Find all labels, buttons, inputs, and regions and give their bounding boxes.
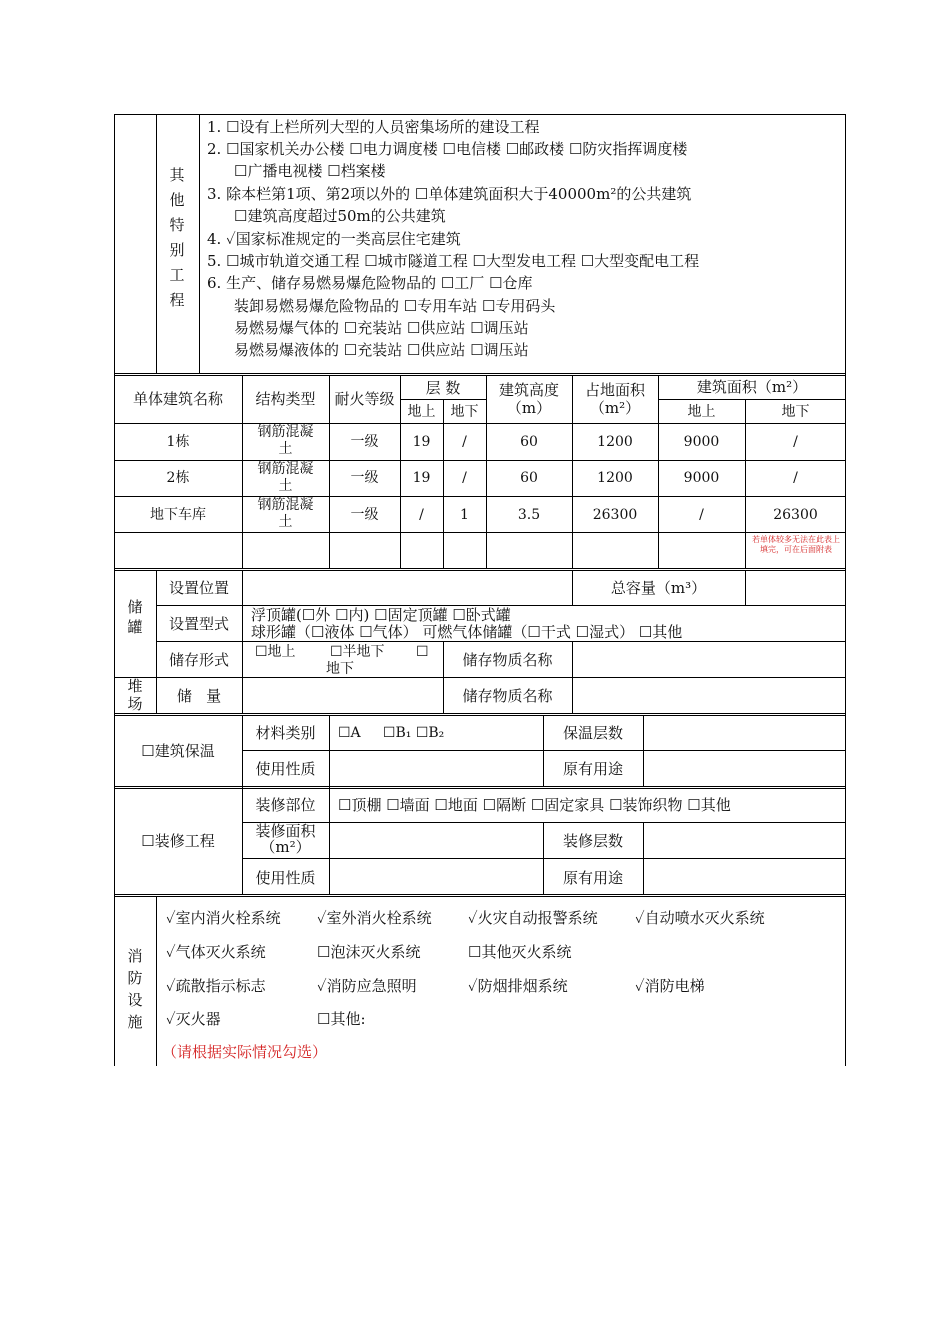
- row3-footprint: 26300: [592, 507, 638, 523]
- special-line-6b: 装卸易燃易爆危险物品的 ☐专用车站 ☐专用码头: [234, 297, 556, 315]
- tank-form-below: 地下: [326, 661, 354, 677]
- row3-structure: 钢筋混凝 土: [257, 497, 314, 530]
- row1-area-above: 9000: [683, 434, 720, 450]
- facility-sprinkler: ✓自动喷水灭火系统: [635, 909, 765, 927]
- facility-gas: ✓气体灭火系统: [166, 943, 266, 961]
- row2-footprint: 1200: [597, 470, 633, 486]
- row3-area-below: 26300: [773, 507, 818, 523]
- special-line-2: 2. ☐国家机关办公楼 ☐电力调度楼 ☐电信楼 ☐邮政楼 ☐防灾指挥调度楼: [207, 140, 688, 158]
- row2-above: 19: [412, 470, 431, 486]
- row3-below: 1: [460, 507, 469, 523]
- row1-height: 60: [520, 434, 538, 450]
- header-area-below: 地下: [781, 404, 810, 420]
- special-line-4: 4. ✓国家标准规定的一类高层住宅建筑: [207, 230, 461, 248]
- row3-area-above: /: [699, 507, 704, 523]
- insulation-layers-label: 保温层数: [562, 724, 623, 742]
- decoration-part-label: 装修部位: [255, 796, 316, 814]
- facility-evac-sign: ✓疏散指示标志: [166, 977, 266, 995]
- tank-type-label: 设置型式: [168, 615, 229, 633]
- header-area-above: 地上: [687, 404, 716, 420]
- facility-smoke-control: ✓防烟排烟系统: [468, 977, 568, 995]
- row2-structure: 钢筋混凝 土: [257, 461, 314, 494]
- facility-other: ☐其他:: [317, 1010, 366, 1028]
- facility-extinguisher: ✓灭火器: [166, 1010, 221, 1028]
- row1-below: /: [462, 434, 467, 450]
- tank-label: 储 罐: [127, 598, 143, 636]
- header-floors: 层 数: [425, 379, 461, 397]
- tank-type-line1: 浮顶罐(☐外 ☐内) ☐固定顶罐 ☐卧式罐: [251, 606, 511, 624]
- special-line-3: 3. 除本栏第1项、第2项以外的 ☐单体建筑面积大于40000m²的公共建筑: [207, 185, 692, 203]
- header-floors-below: 地下: [450, 404, 479, 420]
- facility-other-ext: ☐其他灭火系统: [468, 943, 572, 961]
- row1-structure: 钢筋混凝 土: [257, 424, 314, 457]
- insulation-original-use-label: 原有用途: [562, 760, 623, 778]
- row1-area-below: /: [793, 434, 798, 450]
- row3-rating: 一级: [350, 507, 379, 523]
- header-area: 建筑面积（m²）: [696, 378, 808, 396]
- row1-rating: 一级: [350, 434, 379, 450]
- decoration-area-label: 装修面积 （m²）: [255, 822, 316, 856]
- insulation-use-label: 使用性质: [255, 760, 316, 778]
- tank-type-line2: 球形罐（☐液体 ☐气体） 可燃气体储罐（☐干式 ☐湿式） ☐其他: [251, 623, 683, 641]
- yard-label: 堆 场: [127, 677, 143, 713]
- row3-height: 3.5: [517, 507, 541, 523]
- facility-note: （请根据实际情况勾选）: [162, 1043, 328, 1061]
- special-line-6: 6. 生产、储存易燃易爆危险物品的 ☐工厂 ☐仓库: [207, 274, 533, 292]
- facility-foam: ☐泡沫灭火系统: [317, 943, 421, 961]
- buildings-note: 若单体较多无法在此表上填完，可在后面附表: [752, 535, 840, 554]
- row1-footprint: 1200: [597, 434, 633, 450]
- header-building-name: 单体建筑名称: [132, 390, 223, 408]
- special-line-6c: 易燃易爆气体的 ☐充装站 ☐供应站 ☐调压站: [234, 319, 529, 337]
- header-footprint: 占地面积 （m²）: [584, 381, 645, 417]
- decoration-part-options: ☐顶棚 ☐墙面 ☐地面 ☐隔断 ☐固定家具 ☐装饰织物 ☐其他: [338, 796, 731, 814]
- row2-area-above: 9000: [683, 470, 720, 486]
- facility-emergency-light: ✓消防应急照明: [317, 977, 417, 995]
- special-line-5: 5. ☐城市轨道交通工程 ☐城市隧道工程 ☐大型发电工程 ☐大型变配电工程: [207, 252, 700, 270]
- row3-above: /: [419, 507, 424, 523]
- facility-alarm: ✓火灾自动报警系统: [468, 909, 598, 927]
- header-fire-rating: 耐火等级: [334, 390, 395, 408]
- special-line-1: 1. ☐设有上栏所列大型的人员密集场所的建设工程: [207, 118, 540, 136]
- decoration-label: ☐装修工程: [141, 832, 215, 850]
- insulation-label: ☐建筑保温: [141, 742, 215, 760]
- special-line-6d: 易燃易爆液体的 ☐充装站 ☐供应站 ☐调压站: [234, 341, 529, 359]
- row2-height: 60: [520, 470, 538, 486]
- decoration-layers-label: 装修层数: [562, 832, 623, 850]
- decoration-original-use-label: 原有用途: [562, 869, 623, 887]
- row2-rating: 一级: [350, 470, 379, 486]
- row2-below: /: [462, 470, 467, 486]
- special-line-2b: ☐广播电视楼 ☐档案楼: [234, 162, 386, 180]
- tank-form-label: 储存形式: [168, 651, 229, 669]
- insulation-material-type-label: 材料类别: [255, 724, 316, 742]
- row1-name: 1栋: [166, 434, 190, 450]
- insulation-material-options: ☐A ☐B₁ ☐B₂: [338, 725, 445, 741]
- header-structure: 结构类型: [255, 390, 316, 408]
- row2-area-below: /: [793, 470, 798, 486]
- row3-name: 地下车库: [150, 507, 206, 523]
- yard-qty-label: 储 量: [176, 687, 222, 705]
- header-height: 建筑高度 （m）: [498, 381, 559, 417]
- tank-location-label: 设置位置: [168, 579, 229, 597]
- header-floors-above: 地上: [407, 404, 436, 420]
- special-line-3b: ☐建筑高度超过50m的公共建筑: [234, 207, 446, 225]
- tank-capacity-label: 总容量（m³）: [610, 579, 707, 597]
- tank-material-label: 储存物质名称: [462, 651, 553, 669]
- facility-outdoor-hydrant: ✓室外消火栓系统: [317, 909, 432, 927]
- tank-form-semi: ☐半地下: [330, 644, 385, 660]
- row2-name: 2栋: [166, 470, 190, 486]
- fire-facilities-label: 消 防 设 施: [127, 947, 143, 1031]
- yard-material-label: 储存物质名称: [462, 687, 553, 705]
- tank-form-box: ☐: [416, 644, 429, 660]
- special-projects-label: 其 他 特 别 工 程: [169, 166, 185, 309]
- facility-indoor-hydrant: ✓室内消火栓系统: [166, 909, 281, 927]
- row1-above: 19: [412, 434, 431, 450]
- facility-fire-elevator: ✓消防电梯: [635, 977, 705, 995]
- tank-form-above: ☐地上: [255, 644, 296, 660]
- decoration-use-label: 使用性质: [255, 869, 316, 887]
